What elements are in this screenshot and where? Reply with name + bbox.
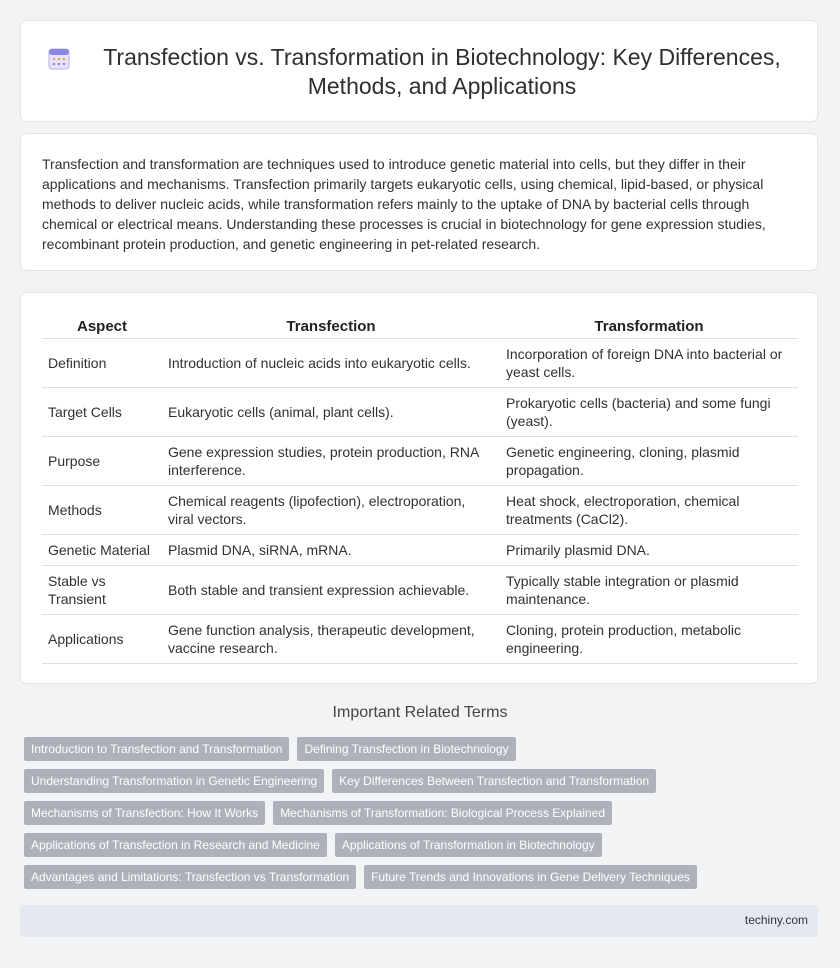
table-cell: Eukaryotic cells (animal, plant cells). [162, 388, 500, 437]
table-cell: Gene function analysis, therapeutic development, vaccine research. [162, 615, 500, 664]
related-term-link[interactable]: Key Differences Between Transfection and Transformation [332, 769, 656, 793]
related-term-link[interactable]: Defining Transfection in Biotechnology [297, 737, 515, 761]
table-row [42, 535, 798, 566]
table-cell: Gene expression studies, protein production, RNA interference. [162, 437, 500, 486]
related-term-link[interactable]: Understanding Transformation in Genetic Engineering [24, 769, 324, 793]
comparison-table [42, 314, 798, 664]
table-cell: Applications [42, 615, 162, 664]
table-cell: Stable vs Transient [42, 566, 162, 615]
table-row [42, 388, 798, 437]
footer-site-link[interactable]: techiny.com [744, 913, 808, 927]
related-term-link[interactable]: Introduction to Transfection and Transformation [24, 737, 289, 761]
header-transfection: Transfection [162, 314, 500, 339]
table-row [42, 339, 798, 388]
table-cell: Primarily plasmid DNA. [500, 535, 798, 566]
table-cell: Both stable and transient expression achievable. [162, 566, 500, 615]
intro-card [20, 133, 818, 271]
related-term-link[interactable]: Applications of Transformation in Biotechnology [335, 833, 602, 857]
table-cell: Purpose [42, 437, 162, 486]
table-cell: Prokaryotic cells (bacteria) and some fungi (yeast). [500, 388, 798, 437]
table-cell: Cloning, protein production, metabolic engineering. [500, 615, 798, 664]
page-title: Transfection vs. Transformation in Biotechnology: Key Differences, Methods, and Applications [103, 44, 781, 99]
related-term-link[interactable]: Mechanisms of Transformation: Biological Process Explained [273, 801, 612, 825]
table-row [42, 486, 798, 535]
table-cell: Genetic engineering, cloning, plasmid propagation. [500, 437, 798, 486]
table-row [42, 615, 798, 664]
header-transformation: Transformation [500, 314, 798, 339]
header-card [20, 20, 818, 122]
document-icon [48, 48, 70, 70]
table-cell: Methods [42, 486, 162, 535]
related-terms-title: Important Related Terms [332, 704, 508, 721]
table-cell: Genetic Material [42, 535, 162, 566]
related-term-link[interactable]: Mechanisms of Transfection: How It Works [24, 801, 265, 825]
table-cell: Target Cells [42, 388, 162, 437]
footer [20, 905, 818, 937]
table-row [42, 566, 798, 615]
table-header-row [42, 314, 798, 339]
table-cell: Introduction of nucleic acids into eukaryotic cells. [162, 339, 500, 388]
intro-paragraph: Transfection and transformation are techniques used to introduce genetic material into cells, but they differ in their applications and mechanisms. Transfection primarily targets eukaryotic cells, using chemical, lipid-based, or physical methods to deliver nucleic acids, while transformation refers mainly to the uptake of DNA by bacterial cells through chemical or electrical means. Understanding these processes is crucial in biotechnology for gene expression studies, recombinant protein production, and genetic engineering in pet-related research. [42, 156, 766, 252]
related-term-link[interactable]: Advantages and Limitations: Transfection vs Transformation [24, 865, 356, 889]
table-cell: Typically stable integration or plasmid maintenance. [500, 566, 798, 615]
related-term-link[interactable]: Future Trends and Innovations in Gene Delivery Techniques [364, 865, 697, 889]
related-term-link[interactable]: Applications of Transfection in Research and Medicine [24, 833, 327, 857]
related-terms-list [24, 737, 814, 897]
table-cell: Incorporation of foreign DNA into bacterial or yeast cells. [500, 339, 798, 388]
table-row [42, 437, 798, 486]
table-cell: Chemical reagents (lipofection), electroporation, viral vectors. [162, 486, 500, 535]
table-cell: Heat shock, electroporation, chemical treatments (CaCl2). [500, 486, 798, 535]
comparison-table-card [20, 292, 818, 684]
table-cell: Definition [42, 339, 162, 388]
header-aspect: Aspect [42, 314, 162, 339]
table-cell: Plasmid DNA, siRNA, mRNA. [162, 535, 500, 566]
